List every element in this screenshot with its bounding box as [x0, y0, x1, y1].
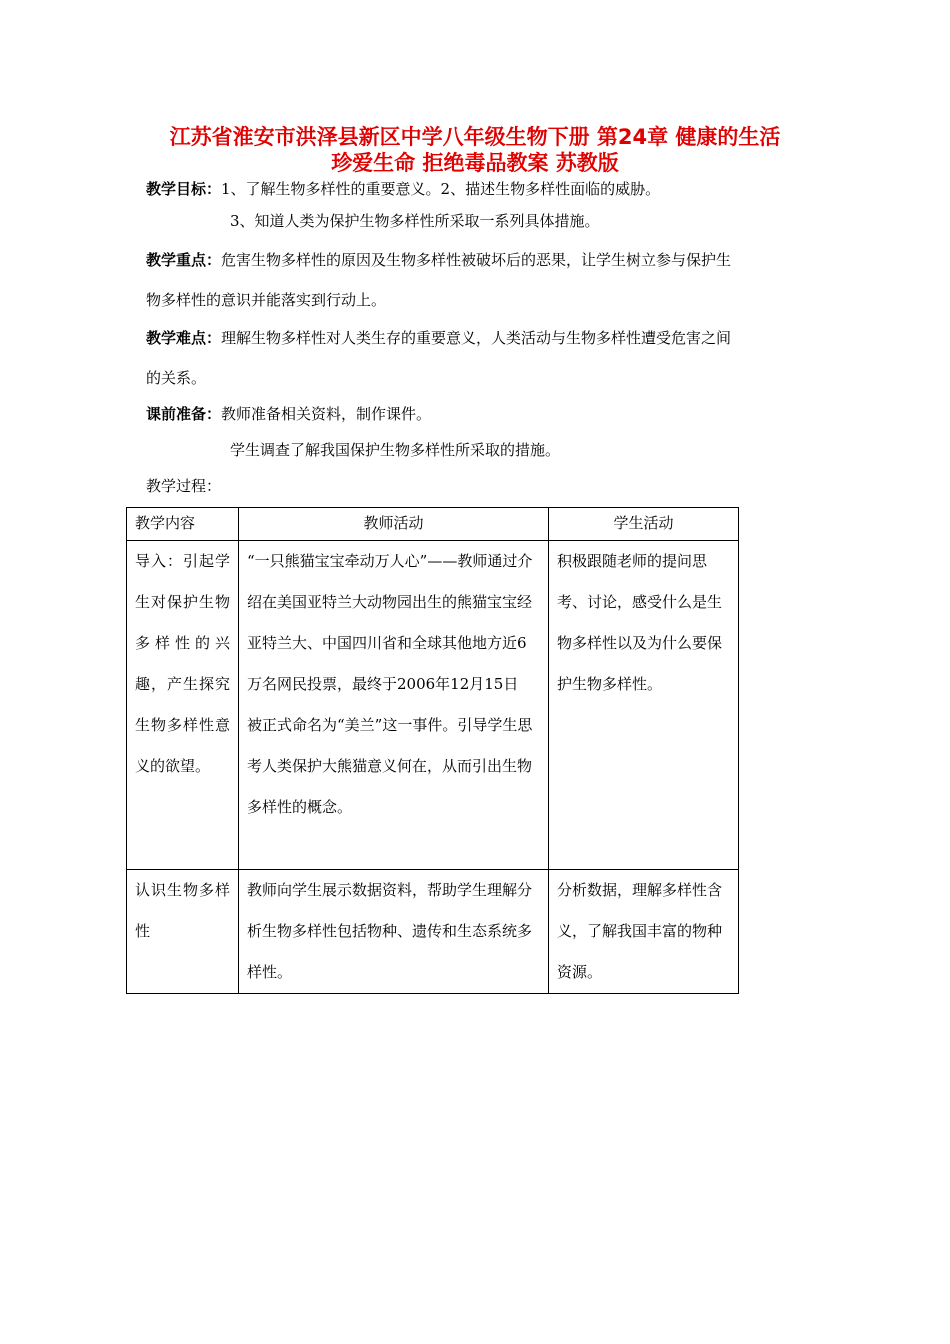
row-content-cell: 认识生物多样性	[127, 870, 239, 994]
teacher-paragraph-1: “一只熊猫宝宝牵动万人心”——教师通过介绍在美国亚特兰大动物园出生的熊猫宝宝经亚特兰大、中国四川省和全球其他地方近6万名网民投票，最终于2006年12月15日	[247, 552, 533, 693]
header-content: 教学内容	[127, 508, 239, 541]
header-teacher-activity: 教师活动	[239, 508, 549, 541]
row-teacher-cell	[239, 541, 549, 870]
row-student-cell: 分析数据，理解多样性含义，了解我国丰富的物种资源。	[549, 870, 739, 994]
process-label: 教学过程：	[146, 477, 222, 495]
preparation-line-1	[146, 404, 431, 424]
table-row	[127, 541, 739, 870]
key-points-line-1	[146, 250, 731, 270]
document-title-line-1: 江苏省淮安市洪泽县新区中学八年级生物下册 第24章 健康的生活	[169, 125, 781, 149]
teaching-process-table	[126, 507, 739, 994]
objectives-line-1	[146, 179, 660, 199]
difficulties-text-1: 理解生物多样性对人类生存的重要意义，人类活动与生物多样性遭受危害之间	[221, 329, 732, 347]
difficulties-line-2: 的关系。	[146, 369, 207, 387]
key-points-text-1: 危害生物多样性的原因及生物多样性被破坏后的恶果，让学生树立参与保护生	[221, 251, 732, 269]
difficulties-label: 教学难点：	[146, 329, 222, 347]
teacher-paragraph-2: 被正式命名为“美兰”这一事件。引导学生思考人类保护大熊猫意义何在，从而引出生物多样性的概念。	[247, 716, 533, 816]
preparation-line-2: 学生调查了解我国保护生物多样性所采取的措施。	[230, 441, 561, 459]
table-header-row	[127, 508, 739, 541]
row-content-cell: 导入：引起学生对保护生物多样性的兴趣，产生探究生物多样性意义的欲望。	[127, 541, 239, 870]
row-student-cell: 积极跟随老师的提问思考、讨论，感受什么是生物多样性以及为什么要保护生物多样性。	[549, 541, 739, 870]
key-points-label: 教学重点：	[146, 251, 222, 269]
key-points-line-2: 物多样性的意识并能落实到行动上。	[146, 291, 387, 309]
row-teacher-cell: 教师向学生展示数据资料，帮助学生理解分析生物多样性包括物种、遗传和生态系统多样性。	[239, 870, 549, 994]
objectives-label: 教学目标：	[146, 180, 222, 198]
objectives-line-2: 3、知道人类为保护生物多样性所采取一系列具体措施。	[230, 212, 600, 230]
document-title-line-2: 珍爱生命 拒绝毒品教案 苏教版	[331, 151, 619, 175]
preparation-label: 课前准备：	[146, 405, 222, 423]
difficulties-line-1	[146, 328, 731, 348]
table-row	[127, 870, 739, 994]
objectives-text-1: 1、了解生物多样性的重要意义。2、描述生物多样性面临的威胁。	[221, 180, 661, 198]
header-student-activity: 学生活动	[549, 508, 739, 541]
preparation-text-1: 教师准备相关资料，制作课件。	[221, 405, 432, 423]
